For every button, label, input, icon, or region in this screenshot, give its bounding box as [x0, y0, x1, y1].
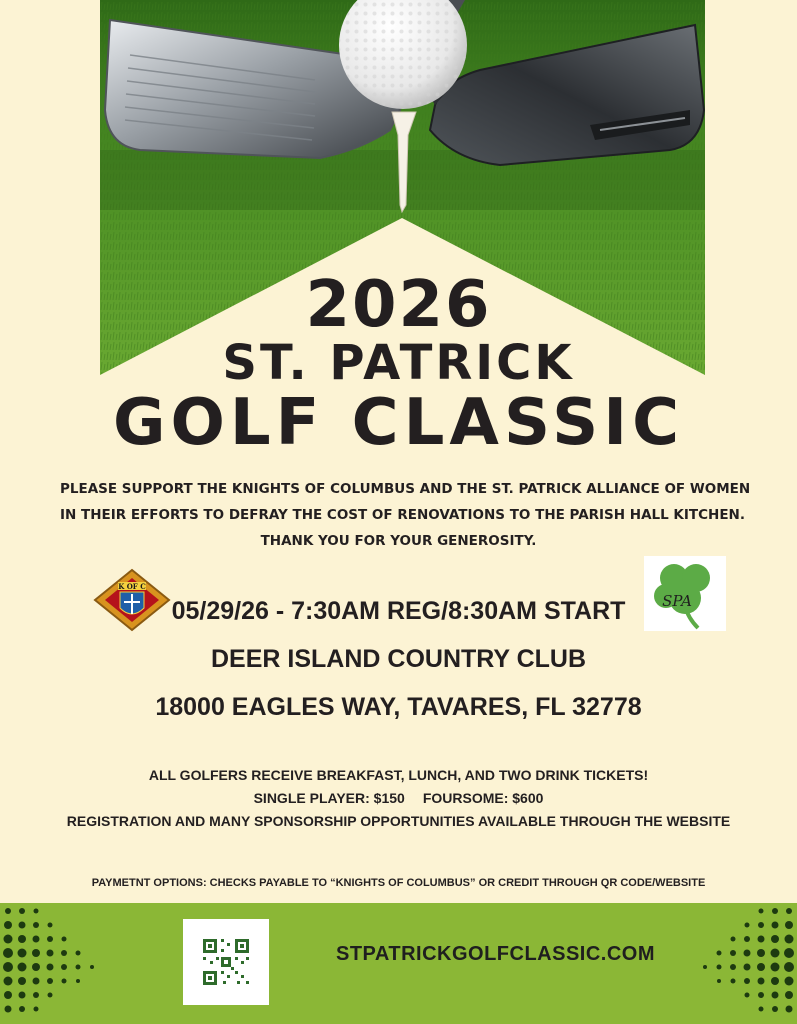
event-address: 18000 EAGLES WAY, TAVARES, FL 32778 — [155, 693, 642, 721]
support-message — [60, 476, 751, 554]
foursome-price: FOURSOME: $600 — [422, 790, 544, 806]
website-link[interactable]: STPATRICKGOLFCLASSIC.COM — [336, 943, 656, 965]
meals-included: ALL GOLFERS RECEIVE BREAKFAST, LUNCH, AND TWO DRINK TICKETS! — [148, 767, 649, 783]
payment-options: PAYMETNT OPTIONS: CHECKS PAYABLE TO “KNIGHTS OF COLUMBUS” OR CREDIT THROUGH QR CODE/WEBSITE — [91, 877, 706, 889]
support-line: IN THEIR EFFORTS TO DEFRAY THE COST OF RENOVATIONS TO THE PARISH HALL KITCHEN. — [60, 507, 745, 523]
event-venue: DEER ISLAND COUNTRY CLUB — [210, 645, 586, 673]
event-details — [0, 764, 797, 833]
title-line-st-patrick: ST. PATRICK — [222, 335, 575, 391]
event-year: 2026 — [305, 268, 492, 342]
registration-qr-code[interactable] — [183, 919, 269, 1005]
title-line-golf-classic: GOLF CLASSIC — [112, 386, 685, 460]
single-player-price: SINGLE PLAYER: $150 — [253, 790, 405, 806]
event-date-time: 05/29/26 - 7:30AM REG/8:30AM START — [171, 597, 626, 625]
footer-banner — [0, 903, 797, 1024]
pricing — [0, 787, 797, 810]
svg-text:K OF C: K OF C — [118, 582, 146, 591]
support-line: PLEASE SUPPORT THE KNIGHTS OF COLUMBUS AND THE ST. PATRICK ALLIANCE OF WOMEN — [60, 481, 751, 497]
registration-info: REGISTRATION AND MANY SPONSORSHIP OPPORTUNITIES AVAILABLE THROUGH THE WEBSITE — [66, 813, 731, 829]
qr-code-icon — [183, 919, 269, 1005]
support-line: THANK YOU FOR YOUR GENEROSITY. — [260, 533, 537, 549]
svg-text:SPA: SPA — [662, 592, 692, 610]
